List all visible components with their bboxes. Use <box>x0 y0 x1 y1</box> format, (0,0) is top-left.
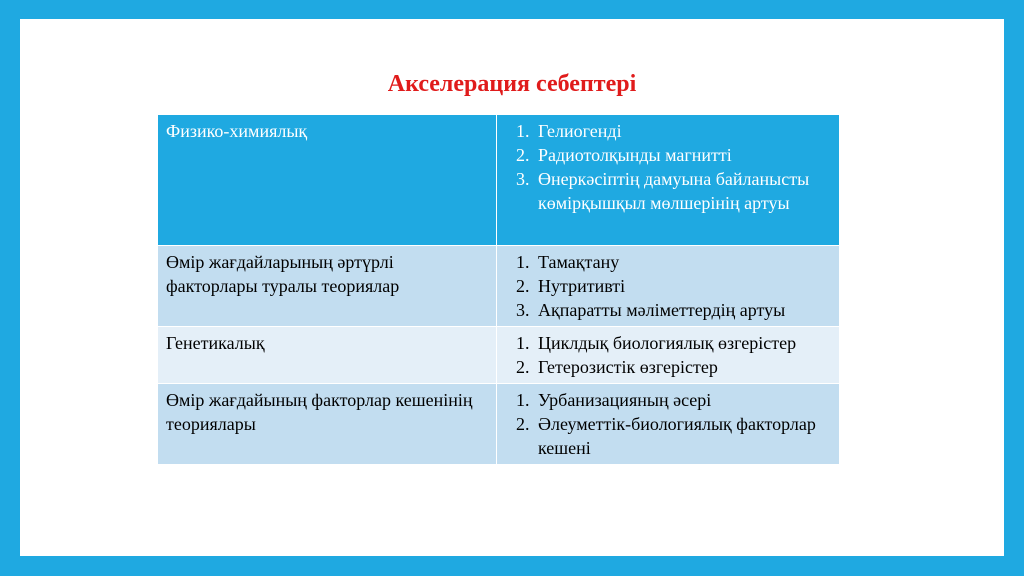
table-row <box>158 384 840 465</box>
list-item: 2. Әлеуметтік-биологиялық факторлар кешені <box>534 412 831 460</box>
table-row <box>158 115 840 246</box>
list-item: 2. Радиотолқынды магнитті <box>534 143 831 167</box>
list-item: 2. Гетерозистік өзгерістер <box>534 355 831 379</box>
row-label: Өмір жағдайларының әртүрлі факторлары туралы теориялар <box>158 246 497 327</box>
row-label: Физико-химиялық <box>158 115 497 246</box>
row-items <box>497 327 840 384</box>
list-item: 1. Тамақтану <box>534 250 831 274</box>
table-row <box>158 246 840 327</box>
list-item: 1. Циклдық биологиялық өзгерістер <box>534 331 831 355</box>
row-label: Генетикалық <box>158 327 497 384</box>
list-item: 2. Нутритивті <box>534 274 831 298</box>
table-row <box>158 327 840 384</box>
row-label: Өмір жағдайының факторлар кешенінің теориялары <box>158 384 497 465</box>
row-items <box>497 115 840 246</box>
slide <box>20 19 1004 556</box>
list-item: 3. Өнеркәсіптің дамуына байланысты көмірқышқыл мөлшерінің артуы <box>534 167 831 215</box>
row-items <box>497 246 840 327</box>
list-item: 1. Урбанизацияның әсері <box>534 388 831 412</box>
causes-table <box>157 114 840 465</box>
list-item: 1. Гелиогенді <box>534 119 831 143</box>
slide-title: Акселерация себептері <box>387 71 637 97</box>
list-item: 3. Ақпаратты мәліметтердің артуы <box>534 298 831 322</box>
row-items <box>497 384 840 465</box>
